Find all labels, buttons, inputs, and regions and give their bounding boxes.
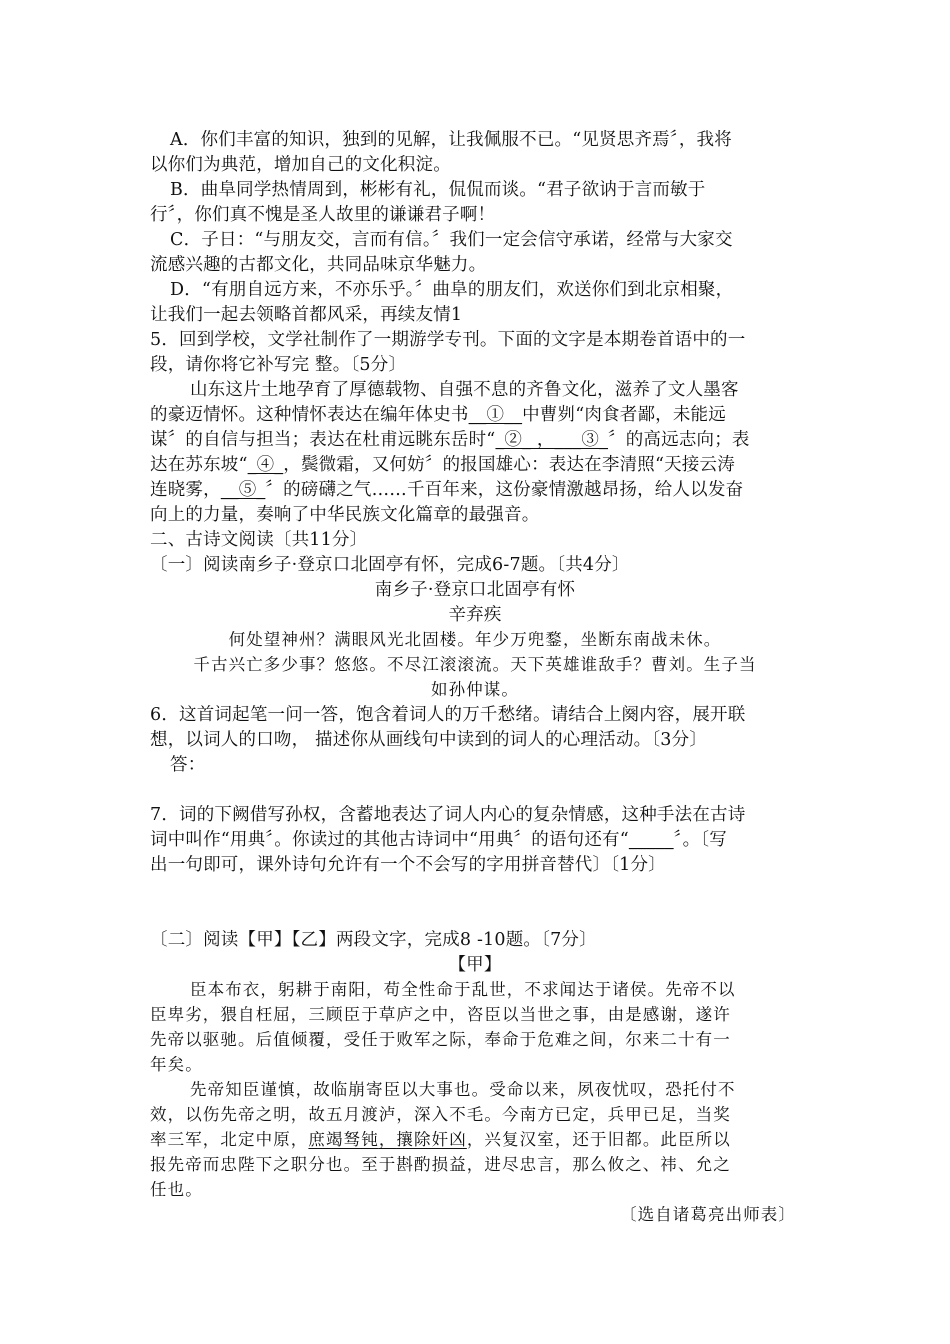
- passage-line-5: 先帝知臣谨慎，故临崩寄臣以大事也。受命以来，夙夜忧叹，恐托付不: [190, 1080, 736, 1099]
- q5-text: 达在苏东坡“: [150, 455, 248, 475]
- q4-option-c-line1: C．子日：“与朋友交，言而有信。〞我们一定会信守承诺，经常与大家交: [170, 230, 733, 250]
- q6-answer-label: 答：: [170, 755, 206, 775]
- q5-passage-line6: 向上的力量，奏响了中华民族文化篇章的最强音。: [150, 505, 540, 525]
- q5-text: 的豪迈情怀。这种情怀表达在编年体史书: [150, 405, 469, 425]
- passage-line-4: 年矣。: [150, 1055, 203, 1074]
- passage-text: 率三军，北定中原，: [150, 1130, 309, 1149]
- q5-text: ，鬓微霜，又何妨〞的报国雄心：表达在李清照“天接云涛: [283, 455, 735, 475]
- q4-option-d-line1: D．“有朋自远方来，不亦乐乎。〞曲阜的朋友们，欢送你们到北京相聚，: [170, 280, 734, 300]
- poem-author: 辛弃疾: [448, 605, 502, 625]
- passage-line-9: 任也。: [150, 1180, 203, 1199]
- q5-text: 谋〞的自信与担当；表达在杜甫远眺东岳时“: [150, 430, 496, 450]
- q7-line3: 出一句即可，课外诗句允许有一个不会写的字用拼音替代〕〔1分〕: [150, 855, 666, 875]
- q5-text: 〞的磅礴之气……千百年来，这份豪情激越昂扬，给人以发奋: [265, 480, 744, 500]
- passage-jia-label: 【甲】: [448, 955, 502, 975]
- poem-line-3: 如孙仲谋。: [431, 680, 519, 699]
- q6-line1: 6．这首词起笔一问一答，饱含着词人的万千愁绪。请结合上阕内容，展开联: [150, 705, 746, 725]
- poem-title: 南乡子·登京口北固亭有怀: [374, 580, 576, 600]
- q5-passage-line1: 山东这片土地孕育了厚德载物、自强不息的齐鲁文化，滋养了文人墨客: [190, 380, 739, 400]
- passage-line-1: 臣本布衣，躬耕于南阳，苟全性命于乱世，不求闻达于诸侯。先帝不以: [190, 980, 736, 999]
- part-2-title: 〔二〕阅读【甲】【乙】两段文字，完成8 -10题。〔7分〕: [150, 930, 597, 950]
- q7-blank[interactable]: _____: [628, 830, 674, 850]
- q4-option-d-line2: 让我们一起去领略首都风采，再续友情1: [150, 305, 463, 325]
- q4-option-c-line2: 流感兴趣的古都文化，共同品味京华魅力。: [150, 255, 487, 275]
- q5-blank-3[interactable]: ___③_: [554, 430, 609, 450]
- poem-line-1: 何处望神州？满眼风光北固楼。年少万兜鍪，坐断东南战未休。: [228, 630, 722, 649]
- underlined-phrase-1: 庶竭驽钝: [308, 1130, 379, 1149]
- q5-text: 连晓雾，: [150, 480, 221, 500]
- q5-blank-5[interactable]: __⑤_: [220, 480, 266, 500]
- poem-line-2: 千古兴亡多少事？悠悠。不尽江滚滚流。天下英雄谁敌手？曹刘。生子当: [193, 655, 757, 674]
- q7-text: 〞。〔写: [673, 830, 727, 850]
- q5-blank-4[interactable]: _④_: [247, 455, 284, 475]
- q5-prompt-line1: 5．回到学校，文学社制作了一期游学专刊。下面的文字是本期卷首语中的一: [150, 330, 746, 350]
- q5-blank-1[interactable]: __①__: [468, 405, 523, 425]
- q5-passage-line4: [150, 453, 800, 477]
- q5-passage-line2: [150, 403, 800, 427]
- q6-line2: 想，以词人的口吻， 描述你从画线句中读到的词人的心理活动。〔3分〕: [150, 730, 708, 750]
- q4-option-a-line2: 以你们为典范，增加自己的文化积淀。: [150, 155, 451, 175]
- q4-option-b-line2: 行〞，你们真不愧是圣人故里的谦谦君子啊！: [150, 205, 496, 225]
- section-2-title: 二、古诗文阅读〔共11分〕: [150, 530, 368, 550]
- q5-text: 中曹刿“肉食者鄙，未能远: [522, 405, 726, 425]
- passage-line-3: 先帝以驱驰。后值倾覆，受任于败军之际，奉命于危难之间，尔来二十有一: [150, 1030, 731, 1049]
- passage-line-7: [150, 1128, 800, 1152]
- q7-text: 词中叫作“用典〞。你读过的其他古诗词中“用典〞的语句还有“: [150, 830, 629, 850]
- q5-text: 〞的高远志向；表: [608, 430, 750, 450]
- q5-passage-line5: [150, 478, 800, 502]
- q5-passage-line3: [150, 428, 800, 452]
- underlined-phrase-2: 攘除奸凶: [396, 1130, 467, 1149]
- q4-option-b-line1: B．曲阜同学热情周到，彬彬有礼，侃侃而谈。“君子欲讷于言而敏于: [170, 180, 706, 200]
- q7-line1: 7．词的下阙借写孙权，含蓄地表达了词人内心的复杂情感，这种手法在古诗: [150, 805, 746, 825]
- passage-line-6: 效，以伤先帝之明，故五月渡泸，深入不毛。今南方已定，兵甲已足，当奖: [150, 1105, 731, 1124]
- q5-prompt-line2: 段，请你将它补写完 整。〔5分〕: [150, 355, 407, 375]
- underlined-comma: ，: [378, 1130, 397, 1149]
- passage-line-8: 报先帝而忠陛下之职分也。至于斟酌损益，进尽忠言，那么攸之、祎、允之: [150, 1155, 731, 1174]
- q7-line2: [150, 828, 800, 852]
- part-1-title: 〔一〕阅读南乡子·登京口北固亭有怀，完成6-7题。〔共4分〕: [150, 555, 630, 575]
- passage-text: ，兴复汉室，还于旧都。此臣所以: [466, 1130, 731, 1149]
- q4-option-a-line1: A．你们丰富的知识，独到的见解，让我佩服不已。“见贤思齐焉〞，我将: [170, 130, 732, 150]
- q5-blank-2[interactable]: _②_ ，: [495, 430, 555, 450]
- passage-line-2: 臣卑劣，猥自枉屈，三顾臣于草庐之中，咨臣以当世之事，由是感谢，遂许: [150, 1005, 731, 1024]
- passage-source: 〔选自诸葛亮出师表〕: [620, 1205, 796, 1224]
